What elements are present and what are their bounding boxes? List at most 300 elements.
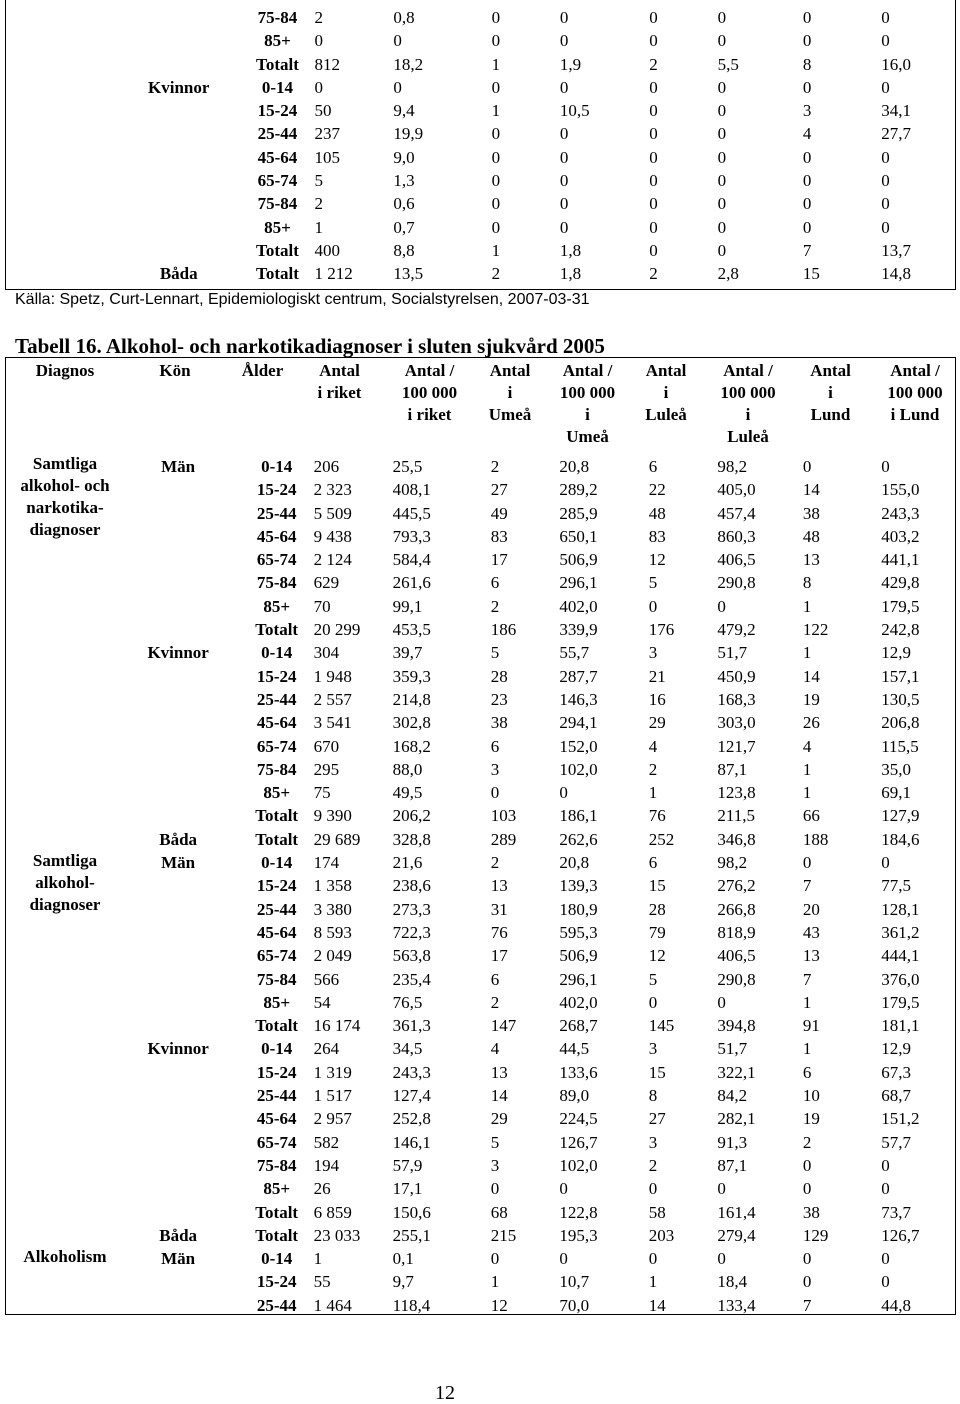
value-cell: 595,3 — [559, 922, 598, 942]
sex-cell — [117, 1084, 240, 1107]
table-row — [10, 1084, 960, 1107]
value-cell: 0 — [314, 77, 324, 97]
value-cell: 444,1 — [881, 946, 920, 966]
value-cell: 629 — [313, 573, 340, 593]
sex-cell: Kvinnor — [147, 1039, 209, 1059]
header-line: Lund — [810, 405, 851, 424]
value-cell: 1 — [802, 783, 812, 803]
value-cell: 123,8 — [717, 783, 756, 803]
value-cell: 0 — [802, 1249, 812, 1269]
value-cell: 1 — [648, 783, 658, 803]
value-cell: 812 — [314, 54, 341, 74]
value-cell: 0 — [717, 31, 727, 51]
header-line: Luleå — [727, 427, 769, 446]
value-cell: 445,5 — [392, 503, 431, 523]
value-cell: 145 — [648, 1016, 675, 1036]
value-cell: 146,1 — [392, 1132, 431, 1152]
value-cell: 9,7 — [392, 1272, 414, 1292]
value-cell: 2 — [490, 992, 500, 1012]
diagnosis-cell — [10, 216, 117, 239]
value-cell: 0 — [717, 101, 727, 121]
sex-cell — [117, 192, 240, 215]
value-cell: 296,1 — [559, 969, 598, 989]
age-cell: Totalt — [256, 264, 299, 284]
value-cell: 1 — [491, 240, 501, 260]
diagnosis-cell — [10, 478, 117, 501]
table-row — [10, 1224, 960, 1247]
value-cell: 16 174 — [313, 1016, 361, 1036]
value-cell: 0 — [881, 217, 890, 237]
table-row — [10, 169, 960, 192]
value-cell: 2 — [491, 264, 501, 284]
value-cell: 0 — [491, 77, 501, 97]
sex-cell — [117, 898, 240, 921]
age-cell: Totalt — [256, 54, 299, 74]
value-cell: 7 — [802, 1295, 812, 1315]
value-cell: 8 — [648, 1086, 658, 1106]
value-cell: 1 517 — [313, 1086, 352, 1106]
value-cell: 0 — [717, 147, 727, 167]
header-alder: Ålder — [241, 361, 284, 380]
value-cell: 0 — [649, 8, 658, 27]
value-cell: 98,2 — [717, 457, 748, 476]
value-cell: 0 — [490, 783, 500, 803]
value-cell: 441,1 — [881, 550, 920, 570]
value-cell: 290,8 — [717, 969, 756, 989]
value-cell: 126,7 — [559, 1132, 598, 1152]
value-cell: 127,9 — [881, 806, 920, 826]
sex-cell: Kvinnor — [147, 643, 209, 663]
value-cell: 48 — [648, 503, 666, 523]
sex-cell — [117, 122, 240, 145]
value-cell: 295 — [313, 759, 340, 779]
sex-cell — [117, 1014, 240, 1037]
value-cell: 49,5 — [392, 783, 423, 803]
diagnosis-cell — [10, 921, 117, 944]
value-cell: 722,3 — [392, 922, 431, 942]
table-row — [10, 688, 960, 711]
sex-cell — [117, 968, 240, 991]
diagnosis-cell — [10, 1270, 117, 1293]
diagnosis-cell — [10, 1294, 117, 1317]
value-cell: 6 — [490, 573, 500, 593]
value-cell: 10,5 — [559, 101, 590, 121]
value-cell: 2 — [490, 853, 500, 873]
value-cell: 99,1 — [392, 596, 423, 616]
sex-cell — [117, 665, 240, 688]
value-cell: 6 859 — [313, 1202, 352, 1222]
value-cell: 255,1 — [392, 1225, 431, 1245]
value-cell: 402,0 — [559, 596, 598, 616]
value-cell: 14 — [648, 1295, 666, 1315]
value-cell: 70,0 — [559, 1295, 590, 1315]
value-cell: 2 557 — [313, 689, 352, 709]
header-antal-riket — [302, 360, 377, 404]
sex-cell: Båda — [159, 264, 198, 284]
value-cell: 20 299 — [313, 620, 361, 640]
value-cell: 7 — [802, 876, 812, 896]
value-cell: 376,0 — [881, 969, 920, 989]
diagnosis-line: alkohol- — [35, 873, 95, 892]
value-cell: 0 — [802, 853, 812, 873]
value-cell: 403,2 — [881, 526, 920, 546]
value-cell: 118,4 — [392, 1295, 431, 1315]
sex-cell — [117, 595, 240, 618]
diagnosis-cell — [10, 455, 117, 478]
value-cell: 3 — [802, 101, 812, 121]
value-cell: 0 — [802, 147, 812, 167]
header-per100k-lund — [875, 360, 955, 426]
value-cell: 21 — [648, 666, 666, 686]
value-cell: 150,6 — [392, 1202, 431, 1222]
header-line: 100 000 — [401, 383, 458, 402]
value-cell: 0 — [649, 194, 658, 214]
diagnosis-cell — [10, 1224, 117, 1247]
value-cell: 55 — [313, 1272, 331, 1292]
sex-cell — [117, 944, 240, 967]
age-cell: Totalt — [255, 806, 299, 826]
value-cell: 50 — [314, 101, 332, 121]
age-cell: Totalt — [256, 240, 299, 260]
value-cell: 89,0 — [559, 1086, 590, 1106]
table-row — [10, 239, 960, 262]
diagnosis-cell — [10, 76, 117, 99]
value-cell: 294,1 — [559, 713, 598, 733]
value-cell: 211,5 — [717, 806, 755, 826]
table-row — [10, 53, 960, 76]
value-cell: 0 — [802, 77, 812, 97]
value-cell: 506,9 — [559, 946, 598, 966]
value-cell: 146,3 — [559, 689, 598, 709]
value-cell: 0 — [802, 171, 812, 191]
value-cell: 79 — [648, 922, 666, 942]
header-per100k-umea — [545, 360, 630, 448]
table-row — [10, 618, 960, 641]
diagnosis-cell — [10, 874, 117, 897]
value-cell: 130,5 — [881, 689, 920, 709]
value-cell: 0 — [649, 171, 658, 191]
sex-cell — [117, 53, 240, 76]
value-cell: 0 — [559, 124, 569, 144]
value-cell: 237 — [314, 124, 341, 144]
header-line: i — [663, 383, 669, 402]
value-cell: 1,8 — [559, 240, 582, 260]
age-cell: 75-84 — [256, 573, 297, 593]
age-cell: 25-44 — [256, 689, 297, 709]
table-row — [10, 122, 960, 145]
header-line: Antal — [645, 361, 687, 380]
value-cell: 17,1 — [392, 1179, 423, 1199]
header-line: i — [745, 405, 751, 424]
value-cell: 0 — [559, 147, 569, 167]
value-cell: 0 — [559, 1249, 568, 1269]
value-cell: 0 — [648, 1249, 658, 1269]
value-cell: 206,8 — [881, 713, 920, 733]
sex-cell — [117, 216, 240, 239]
value-cell: 273,3 — [392, 899, 431, 919]
age-cell: 0-14 — [261, 77, 294, 97]
table-row — [10, 76, 960, 99]
diagnosis-line: Samtliga — [32, 851, 98, 870]
header-line: Antal / — [723, 361, 773, 380]
diagnosis-cell — [10, 758, 117, 781]
value-cell: 2 — [314, 194, 324, 214]
value-cell: 129 — [802, 1225, 829, 1245]
value-cell: 1 — [314, 217, 324, 237]
value-cell: 17 — [490, 946, 508, 966]
value-cell: 276,2 — [717, 876, 756, 896]
age-cell: 15-24 — [256, 480, 297, 500]
value-cell: 1 948 — [313, 666, 352, 686]
value-cell: 296,1 — [559, 573, 598, 593]
value-cell: 98,2 — [717, 853, 748, 873]
value-cell: 15 — [802, 264, 820, 284]
value-cell: 4 — [490, 1039, 500, 1059]
value-cell: 3 — [648, 1039, 658, 1059]
value-cell: 6 — [490, 736, 500, 756]
value-cell: 406,5 — [717, 550, 756, 570]
value-cell: 195,3 — [559, 1225, 598, 1245]
value-cell: 1 — [802, 992, 812, 1012]
value-cell: 1 — [802, 596, 812, 616]
sex-cell — [117, 478, 240, 501]
value-cell: 12 — [648, 946, 666, 966]
value-cell: 5 509 — [313, 503, 352, 523]
diagnosis-cell — [10, 146, 117, 169]
sex-cell — [117, 991, 240, 1014]
value-cell: 268,7 — [559, 1016, 598, 1036]
value-cell: 287,7 — [559, 666, 598, 686]
age-cell: 0-14 — [261, 643, 293, 663]
diagnosis-cell — [10, 239, 117, 262]
value-cell: 68,7 — [881, 1086, 911, 1106]
value-cell: 0 — [490, 1249, 500, 1269]
header-antal-umea — [480, 360, 540, 426]
value-cell: 0 — [491, 124, 501, 144]
value-cell: 0 — [881, 457, 890, 476]
header-line: Antal — [810, 361, 851, 380]
sex-cell — [117, 1131, 240, 1154]
header-line: Antal — [319, 361, 360, 380]
value-cell: 1 464 — [313, 1295, 352, 1315]
table-title: Tabell 16. Alkohol- och narkotikadiagnoser i sluten sjukvård 2005 — [15, 334, 605, 358]
value-cell: 0 — [802, 457, 812, 476]
header-line: i — [507, 383, 513, 402]
page-number: 12 — [435, 1382, 455, 1404]
table-row — [10, 944, 960, 967]
value-cell: 289,2 — [559, 480, 598, 500]
header-line: i — [828, 383, 833, 402]
value-cell: 1,8 — [559, 264, 582, 284]
age-cell: 45-64 — [257, 147, 298, 167]
age-cell: 65-74 — [257, 171, 298, 191]
value-cell: 6 — [648, 853, 658, 873]
value-cell: 1 — [802, 643, 812, 663]
value-cell: 0 — [490, 1179, 500, 1199]
age-cell: 85+ — [263, 783, 291, 803]
value-cell: 566 — [313, 969, 340, 989]
header-line: 100 000 — [887, 383, 943, 402]
sex-cell — [117, 99, 240, 122]
value-cell: 122,8 — [559, 1202, 598, 1222]
value-cell: 38 — [490, 713, 508, 733]
age-cell: 0-14 — [261, 853, 293, 873]
value-cell: 180,9 — [559, 899, 598, 919]
value-cell: 14 — [802, 480, 820, 500]
value-cell: 303,0 — [717, 713, 756, 733]
value-cell: 650,1 — [559, 526, 598, 546]
value-cell: 359,3 — [392, 666, 431, 686]
table-row — [10, 216, 960, 239]
value-cell: 48 — [802, 526, 820, 546]
value-cell: 19,9 — [393, 124, 424, 144]
value-cell: 103 — [490, 806, 517, 826]
age-cell: Totalt — [255, 1016, 299, 1036]
value-cell: 28 — [648, 899, 666, 919]
value-cell: 400 — [314, 240, 341, 260]
age-cell: Totalt — [255, 1202, 299, 1222]
value-cell: 0 — [314, 31, 324, 51]
age-cell: 65-74 — [256, 1132, 297, 1152]
value-cell: 168,3 — [717, 689, 756, 709]
value-cell: 506,9 — [559, 550, 598, 570]
header-line: Umeå — [488, 405, 532, 424]
table-row — [10, 262, 960, 285]
value-cell: 1 — [313, 1249, 323, 1269]
sex-cell: Båda — [159, 1225, 198, 1245]
value-cell: 179,5 — [881, 992, 920, 1012]
header-diagnos: Diagnos — [35, 361, 95, 380]
value-cell: 429,8 — [881, 573, 920, 593]
value-cell: 51,7 — [717, 1039, 748, 1059]
age-cell: 15-24 — [256, 876, 297, 896]
value-cell: 361,2 — [881, 922, 920, 942]
value-cell: 29 — [490, 1109, 508, 1129]
value-cell: 49 — [490, 503, 508, 523]
header-line: 100 000 — [559, 383, 616, 402]
age-cell: 75-84 — [256, 1155, 297, 1175]
sex-cell — [117, 1061, 240, 1084]
value-cell: 13,7 — [881, 240, 911, 260]
value-cell: 176 — [648, 620, 675, 640]
value-cell: 1,9 — [559, 54, 582, 74]
value-cell: 289 — [490, 829, 517, 849]
sex-cell — [117, 735, 240, 758]
top-table — [10, 6, 960, 286]
value-cell: 0 — [648, 596, 658, 616]
value-cell: 203 — [648, 1225, 675, 1245]
table-row — [10, 665, 960, 688]
value-cell: 1 — [491, 101, 501, 121]
value-cell: 2,8 — [717, 264, 739, 284]
age-cell: 75-84 — [256, 969, 297, 989]
value-cell: 73,7 — [881, 1202, 911, 1222]
value-cell: 23 033 — [313, 1225, 361, 1245]
value-cell: 76 — [490, 922, 508, 942]
value-cell: 23 — [490, 689, 508, 709]
value-cell: 102,0 — [559, 759, 598, 779]
value-cell: 238,6 — [392, 876, 431, 896]
age-cell: 45-64 — [256, 713, 297, 733]
value-cell: 29 — [648, 713, 666, 733]
value-cell: 51,7 — [717, 643, 748, 663]
table-row — [10, 968, 960, 991]
value-cell: 0 — [649, 124, 658, 144]
age-cell: 0-14 — [261, 457, 293, 476]
age-cell: 85+ — [264, 31, 291, 51]
value-cell: 0 — [717, 124, 727, 144]
age-cell: 75-84 — [257, 194, 298, 214]
table-row — [10, 571, 960, 594]
sex-cell — [117, 239, 240, 262]
source-note: Källa: Spetz, Curt-Lennart, Epidemiologiskt centrum, Socialstyrelsen, 2007-03-31 — [15, 291, 590, 308]
header-line: Antal / — [562, 361, 613, 380]
value-cell: 1 212 — [314, 264, 353, 284]
value-cell: 1 358 — [313, 876, 352, 896]
diagnosis-cell — [10, 641, 117, 664]
value-cell: 55,7 — [559, 643, 590, 663]
value-cell: 6 — [802, 1062, 812, 1082]
header-line: Umeå — [566, 427, 609, 446]
value-cell: 12 — [648, 550, 666, 570]
age-cell: 0-14 — [261, 1249, 293, 1269]
value-cell: 147 — [490, 1016, 517, 1036]
value-cell: 0 — [881, 853, 890, 873]
age-cell: 45-64 — [256, 922, 297, 942]
value-cell: 13 — [802, 946, 820, 966]
value-cell: 450,9 — [717, 666, 756, 686]
value-cell: 2 — [490, 457, 500, 476]
table-row — [10, 874, 960, 897]
diagnosis-cell — [10, 29, 117, 52]
value-cell: 206,2 — [392, 806, 431, 826]
value-cell: 0 — [649, 77, 658, 97]
age-cell: Totalt — [255, 1225, 299, 1245]
value-cell: 13 — [802, 550, 820, 570]
value-cell: 2 — [802, 1132, 812, 1152]
diagnosis-cell — [10, 851, 117, 874]
value-cell: 5 — [314, 171, 324, 191]
value-cell: 0 — [559, 1179, 568, 1199]
table-row — [10, 1107, 960, 1130]
value-cell: 16 — [648, 689, 666, 709]
value-cell: 0 — [649, 240, 658, 260]
value-cell: 0 — [717, 217, 727, 237]
diagnosis-cell — [10, 804, 117, 827]
table-row — [10, 99, 960, 122]
value-cell: 133,4 — [717, 1295, 756, 1315]
diagnosis-cell — [10, 122, 117, 145]
value-cell: 408,1 — [392, 480, 431, 500]
table-row — [10, 758, 960, 781]
value-cell: 16,0 — [881, 54, 911, 74]
value-cell: 0 — [881, 171, 890, 191]
value-cell: 2 — [490, 596, 500, 616]
table-row — [10, 804, 960, 827]
value-cell: 0 — [491, 217, 501, 237]
value-cell: 5 — [490, 1132, 500, 1152]
value-cell: 2 — [648, 1155, 658, 1175]
value-cell: 402,0 — [559, 992, 598, 1012]
value-cell: 76 — [648, 806, 666, 826]
value-cell: 860,3 — [717, 526, 756, 546]
value-cell: 0 — [559, 77, 569, 97]
value-cell: 126,7 — [881, 1225, 920, 1245]
value-cell: 105 — [314, 147, 341, 167]
sex-cell: Kvinnor — [148, 77, 210, 97]
diagnosis-cell — [10, 6, 117, 29]
header-line: Antal — [489, 361, 531, 380]
